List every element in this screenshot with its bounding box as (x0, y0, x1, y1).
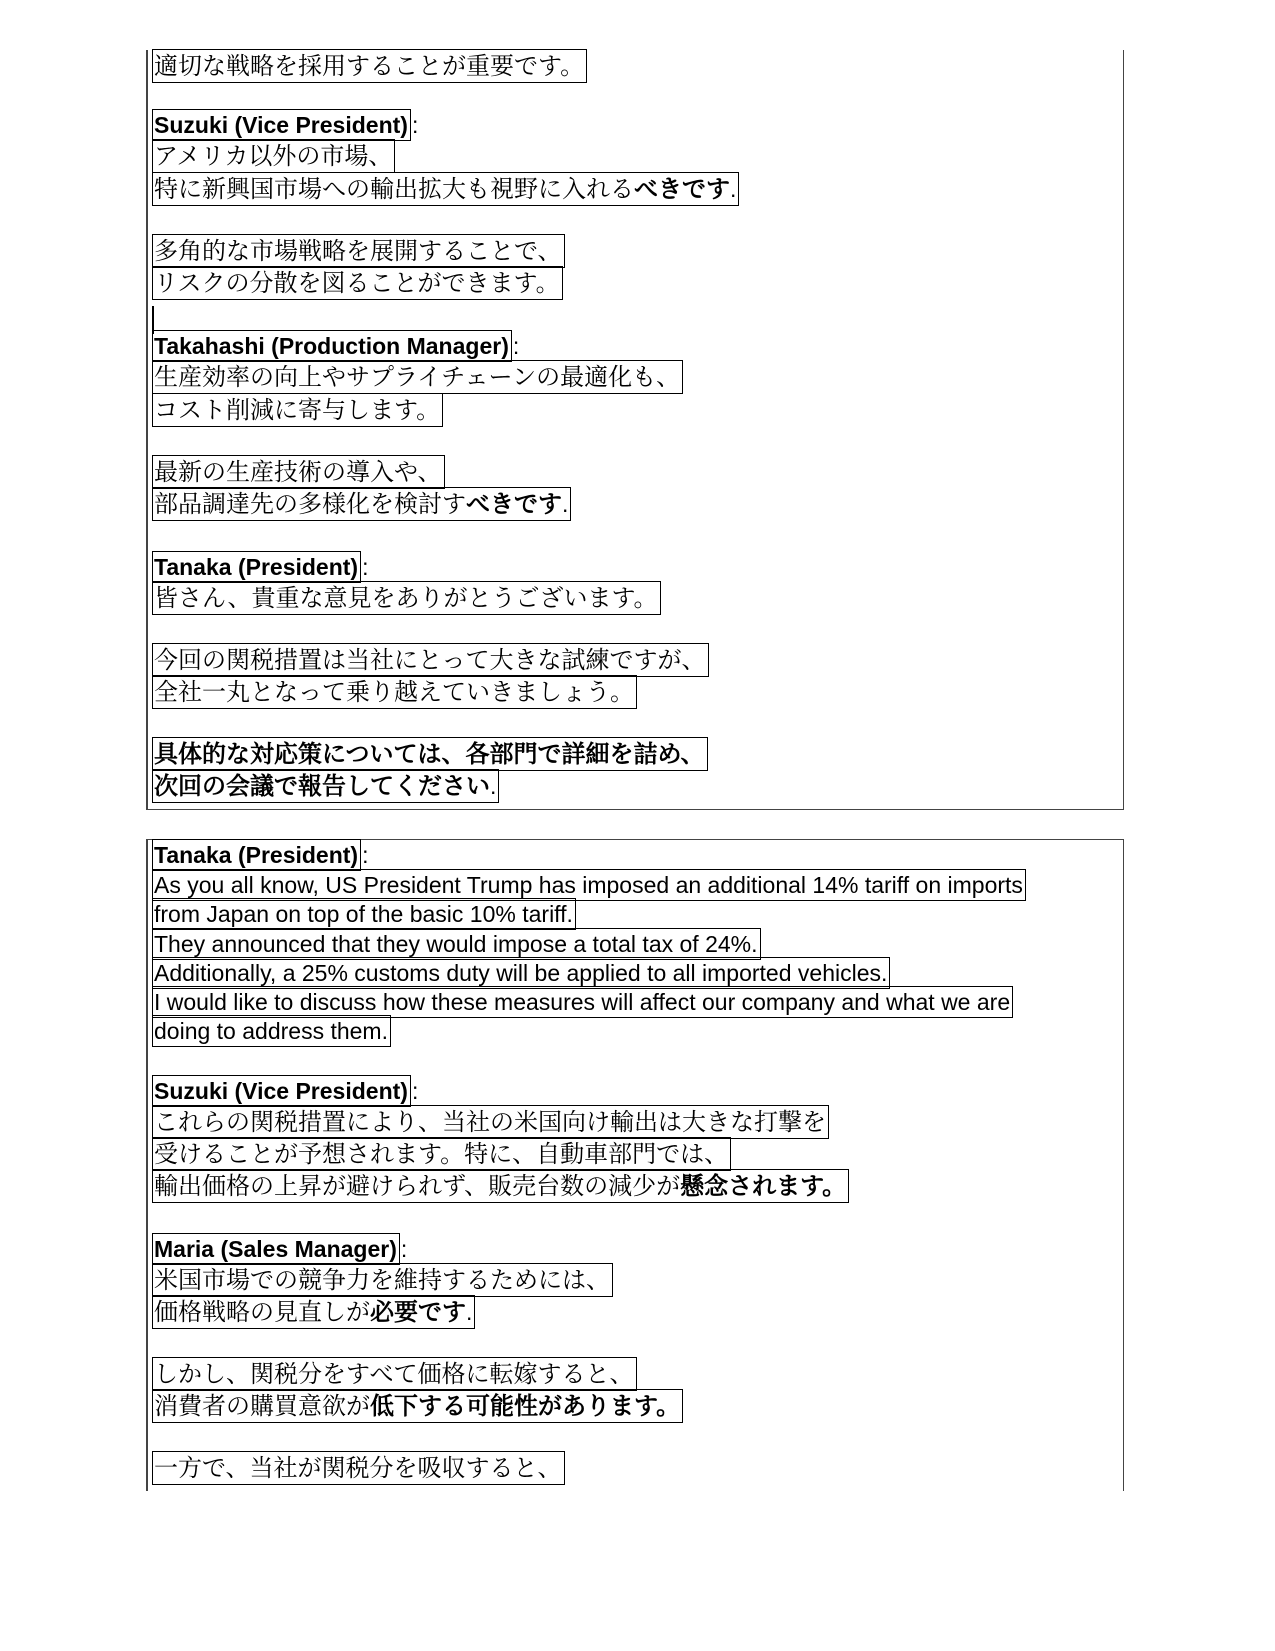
text-run: 米国市場での競争力を維持するためには、 (154, 1266, 610, 1294)
transcript-line (152, 54, 587, 78)
colon: : (512, 333, 520, 359)
transcript-line (152, 991, 1013, 1014)
line-text (152, 266, 563, 300)
text-run: 価格戦略の見直しが (154, 1298, 370, 1326)
line-text (152, 1357, 637, 1391)
line-text (152, 1263, 613, 1297)
line-text (152, 898, 576, 930)
line-text (152, 581, 661, 615)
line-text (152, 1105, 829, 1139)
transcript-line (152, 1394, 683, 1418)
speaker-line (152, 1080, 418, 1103)
text-run: 輸出価格の上昇が避けられず、販売台数の減少が (154, 1172, 681, 1200)
transcript-line (152, 239, 565, 263)
text-run: As you all know, US President Trump has imposed an additional 14% tariff on imports (154, 872, 1023, 898)
text-run: Suzuki (Vice President) (154, 112, 408, 138)
speaker-line (152, 844, 368, 867)
line-text (152, 1295, 475, 1329)
text-run: I would like to discuss how these measures will affect our company and what we are (154, 989, 1011, 1015)
line-text (152, 393, 443, 427)
text-run: これらの関税措置により、当社の米国向け輸出は大きな打撃を (154, 1108, 826, 1136)
line-text (152, 769, 499, 803)
speaker-line (152, 335, 519, 358)
trailing-punctuation: . (466, 1299, 473, 1325)
transcript-line (152, 586, 661, 610)
transcript-line (152, 648, 709, 672)
text-run: リスクの分散を図ることができます。 (154, 269, 560, 297)
line-text (152, 957, 890, 989)
text-run: 部品調達先の多様化を検討す (154, 490, 466, 518)
trailing-punctuation: . (562, 491, 569, 517)
text-run: doing to address them. (154, 1018, 388, 1044)
line-text (152, 1451, 565, 1485)
text-run: 適切な戦略を採用することが重要です。 (154, 52, 585, 80)
transcript-line (152, 1268, 613, 1292)
colon: : (362, 554, 369, 580)
speaker-name (152, 551, 361, 583)
transcript-line (152, 271, 563, 295)
speaker-name (152, 109, 411, 141)
line-text (152, 1137, 731, 1171)
emphasis-text: べきです (634, 175, 730, 203)
line-text (152, 1169, 849, 1203)
colon: : (362, 842, 369, 868)
transcript-line (152, 1110, 829, 1134)
text-run: Maria (Sales Manager) (154, 1236, 397, 1262)
emphasis-text: 低下する可能性があります。 (370, 1392, 681, 1420)
line-text (152, 986, 1013, 1018)
transcript-line (152, 1020, 391, 1043)
line-text (152, 360, 683, 394)
emphasis-text: べきです (466, 490, 562, 518)
emphasis-text: 懸念されます。 (680, 1172, 847, 1200)
speaker-line (152, 114, 418, 137)
text-run: 消費者の購買意欲が (154, 1392, 370, 1420)
line-text (152, 1015, 391, 1047)
text-run: 受けることが予想されます。特に、自動車部門では、 (154, 1140, 729, 1168)
transcript-line (152, 742, 708, 766)
transcript-line (152, 1142, 731, 1166)
text-run: Suzuki (Vice President) (154, 1078, 408, 1104)
transcript-line (152, 177, 739, 201)
transcript-line (152, 1456, 565, 1480)
line-text (152, 869, 1026, 901)
text-run: Additionally, a 25% customs duty will be applied to all imported vehicles. (154, 960, 888, 986)
speaker-line (152, 556, 368, 579)
transcript-line (152, 1174, 849, 1198)
line-text (152, 234, 565, 268)
speaker-name (152, 330, 512, 362)
transcript-line (152, 1300, 475, 1324)
text-run: 最新の生産技術の導入や、 (154, 458, 442, 486)
empty-text-box (152, 306, 154, 334)
speaker-name (152, 839, 361, 871)
text-run: しかし、関税分をすべて価格に転嫁すると、 (154, 1360, 634, 1388)
line-text (152, 139, 395, 173)
trailing-punctuation: . (730, 176, 737, 202)
transcript-section-japanese (146, 50, 1124, 810)
text-run: 一方で、当社が関税分を吸収すると、 (154, 1454, 562, 1482)
text-run: 多角的な市場戦略を展開することで、 (154, 237, 562, 265)
colon: : (400, 1236, 408, 1262)
speaker-name (152, 1233, 400, 1265)
line-text (152, 172, 739, 206)
transcript-line (152, 492, 571, 516)
emphasis-text: 必要です (370, 1298, 466, 1326)
line-text (152, 455, 445, 489)
text-run: コスト削減に寄与します。 (154, 396, 441, 424)
line-text (152, 1389, 683, 1423)
transcript-line (152, 144, 395, 168)
transcript-line (152, 680, 637, 704)
text-run: Takahashi (Production Manager) (154, 333, 509, 359)
text-run: from Japan on top of the basic 10% tariff. (154, 901, 573, 927)
emphasis-text: 具体的な対応策については、各部門で詳細を詰め、 (154, 740, 705, 768)
text-run: 皆さん、貴重な意見をありがとうございます。 (154, 584, 658, 612)
text-run: Tanaka (President) (154, 842, 359, 868)
colon: : (411, 1078, 419, 1104)
trailing-punctuation: . (490, 773, 497, 799)
speaker-name (152, 1075, 411, 1107)
emphasis-text: 次回の会議で報告してください (154, 772, 490, 800)
line-text (152, 487, 571, 521)
line-text (152, 675, 637, 709)
transcript-section-english-start (146, 839, 1124, 1491)
transcript-line (152, 365, 683, 389)
line-text (152, 643, 709, 677)
transcript-line (152, 398, 443, 422)
line-text (152, 928, 761, 960)
transcript-line (152, 874, 1026, 897)
line-text (152, 49, 587, 83)
speaker-line (152, 1238, 407, 1261)
transcript-line (152, 933, 761, 956)
transcript-line (152, 962, 890, 985)
transcript-line (152, 774, 499, 798)
transcript-line (152, 460, 445, 484)
transcript-line (152, 903, 576, 926)
text-run: アメリカ以外の市場、 (154, 142, 393, 170)
colon: : (411, 112, 419, 138)
text-run: 全社一丸となって乗り越えていきましょう。 (154, 678, 634, 706)
text-run: 生産効率の向上やサプライチェーンの最適化も、 (154, 363, 681, 391)
text-run: They announced that they would impose a total tax of 24%. (154, 931, 758, 957)
text-run: 今回の関税措置は当社にとって大きな試練ですが、 (154, 646, 706, 674)
text-run: Tanaka (President) (154, 554, 359, 580)
text-run: 特に新興国市場への輸出拡大も視野に入れる (154, 175, 634, 203)
line-text (152, 737, 708, 771)
transcript-line (152, 1362, 637, 1386)
